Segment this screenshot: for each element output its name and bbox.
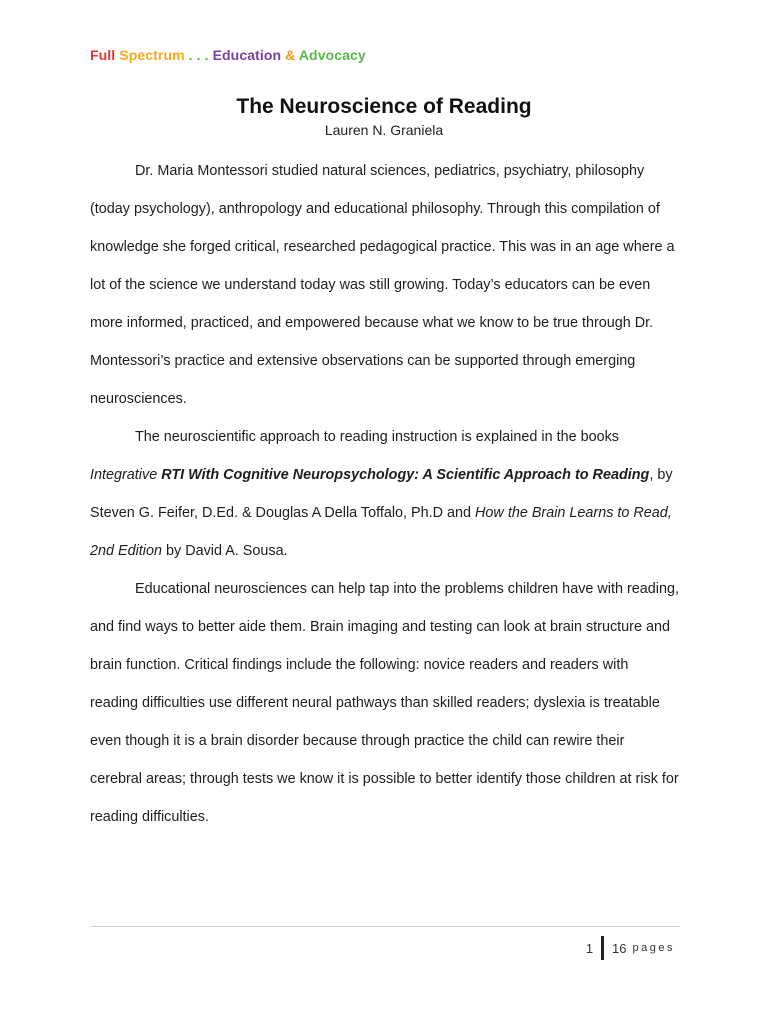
- header-segment: Full: [90, 47, 120, 63]
- document-title: The Neuroscience of Reading: [236, 95, 532, 118]
- paragraph-findings: Educational neurosciences can help tap into the problems children have with reading, and find ways to better aide them. Brain imaging and testing can look at brain structure and brain function. Critical findings include the following: novice readers and readers with reading difficulties use different neural pathways than skilled readers; dyslexia is treatable even though it is a brain disorder because through practice the child can rewire their cerebral areas; through tests we know it is possible to better identify those children at risk for reading difficulties.: [90, 581, 679, 825]
- book2-authors: by David A. Sousa.: [162, 543, 288, 559]
- page-footer: [586, 936, 675, 960]
- document-body: [90, 152, 680, 836]
- header-segment: Education: [212, 47, 282, 63]
- paragraph-intro: Dr. Maria Montessori studied natural sciences, pediatrics, psychiatry, philosophy (today psychology), anthropology and educational philosophy. Through this compilation of knowledge she forged critical, researched pedagogical practice. This was in an age where a lot of the science we understand today was still growing. Today’s educators can be even more informed, practiced, and empowered because what we know to be true through Dr. Montessori’s practice and extensive observations can be supported through emerging neurosciences.: [90, 163, 675, 407]
- header-segment: Advocacy: [298, 47, 366, 63]
- header-segment: Spectrum: [119, 47, 185, 63]
- book2-title: How the Brain Learns to Read, 2nd Edition: [90, 505, 672, 559]
- book1-authors: , by Steven G. Feifer, D.Ed. & Douglas A Della Toffalo, Ph.D and: [90, 467, 673, 521]
- page-number: 1: [585, 940, 594, 956]
- author-name: Lauren N. Graniela: [324, 122, 444, 138]
- paragraph-books: [90, 418, 680, 570]
- header-segment: &: [281, 47, 299, 63]
- book1-title-bold: RTI With Cognitive Neuropsychology: A Scientific Approach to Reading: [161, 467, 650, 483]
- books-intro: The neuroscientific approach to reading instruction is explained in the books: [135, 429, 619, 445]
- book1-title-italic: Integrative: [90, 467, 162, 483]
- header-segment: . . .: [184, 47, 213, 63]
- running-header: [90, 47, 366, 63]
- pages-label: pages: [632, 942, 675, 954]
- total-pages: 16: [612, 940, 627, 956]
- footer-divider: [90, 926, 680, 927]
- footer-separator-bar: [601, 936, 604, 960]
